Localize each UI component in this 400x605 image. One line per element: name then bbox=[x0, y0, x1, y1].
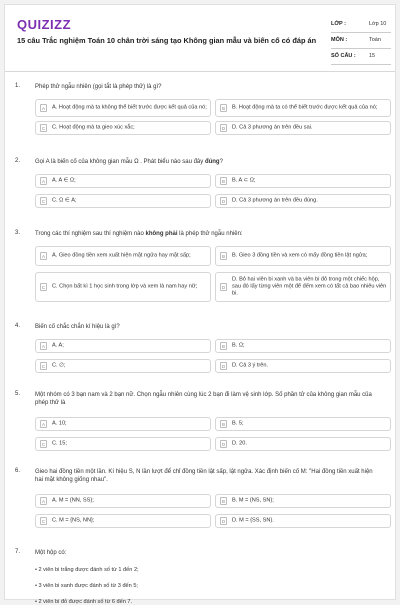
meta-label: MÔN : bbox=[331, 37, 348, 43]
answer-option-c[interactable] bbox=[35, 121, 211, 135]
meta-row-grade bbox=[331, 17, 391, 33]
question-text: Trong các thí nghiệm sau thí nghiệm nào không phải là phép thử ngẫu nhiên: bbox=[35, 231, 243, 237]
option-text: C. Ω ∈ A; bbox=[52, 197, 77, 204]
question-text: Gieo hai đồng tiền một lần. Kí hiệu S, N lần lượt để chỉ đồng tiền lật sấp, lật ngửa. Xác định biến cố M: "Hai đồng tiền xuất hiện hai mặt không giống nhau". bbox=[35, 469, 373, 483]
meta-value: 15 bbox=[369, 53, 376, 59]
quizizz-logo: QUIZIZZ bbox=[17, 17, 72, 32]
answer-option-c[interactable] bbox=[35, 359, 211, 373]
option-letter-box: A bbox=[41, 499, 45, 504]
option-letter-box: D bbox=[221, 442, 226, 447]
question-number: 4. bbox=[15, 323, 21, 329]
option-letter-box: D bbox=[221, 519, 226, 524]
option-letter-box: C bbox=[41, 126, 46, 131]
question-text: Phép thử ngẫu nhiên (gọi tắt là phép thử) là gì? bbox=[35, 84, 162, 90]
option-letter-box: D bbox=[221, 126, 226, 131]
answer-option-b[interactable] bbox=[215, 417, 391, 431]
option-letter-box: A bbox=[41, 254, 45, 259]
option-letter-box: C bbox=[41, 285, 46, 290]
answer-option-b[interactable] bbox=[215, 174, 391, 188]
question-number: 6. bbox=[15, 468, 21, 474]
list-item: • 2 viên bi trắng được đánh số từ 1 đến 2; bbox=[35, 567, 139, 573]
meta-value: Lớp 10 bbox=[369, 21, 387, 27]
option-letter-box: C bbox=[41, 364, 46, 369]
option-text: B. A ⊂ Ω; bbox=[232, 177, 256, 184]
option-text: B. Ω; bbox=[232, 342, 245, 349]
answer-option-b[interactable] bbox=[215, 494, 391, 508]
option-letter-box: B bbox=[221, 499, 225, 504]
answer-option-c[interactable] bbox=[35, 272, 211, 302]
meta-label: LỚP : bbox=[331, 21, 346, 27]
question-text: Biến cố chắc chắn kí hiệu là gì? bbox=[35, 324, 120, 330]
meta-row-count bbox=[331, 49, 391, 65]
answer-option-d[interactable] bbox=[215, 272, 391, 302]
option-text: C. Hoạt động mà ta gieo xúc xắc; bbox=[52, 124, 135, 131]
list-item: • 2 viên bi đỏ được đánh số từ 6 đến 7. bbox=[35, 599, 133, 605]
option-letter-box: C bbox=[41, 519, 46, 524]
question-number: 5. bbox=[15, 391, 21, 397]
option-letter-box: A bbox=[41, 344, 45, 349]
option-letter-box: B bbox=[221, 422, 225, 427]
option-letter-box: D bbox=[221, 285, 226, 290]
option-text: A. M = {NN, SS}; bbox=[52, 497, 94, 504]
option-text: D. Cả 3 phương án trên đều sai. bbox=[232, 124, 313, 131]
option-letter-box: B bbox=[221, 254, 225, 259]
option-text: D. Bỏ hai viên bi xanh và ba viên bi đỏ trong một chiếc hộp, sau đó lấy từng viên một để đếm xem có tất cả bao nhiêu viên bi. bbox=[232, 276, 387, 297]
question-text: Một nhóm có 3 bạn nam và 2 bạn nữ. Chọn ngẫu nhiên cùng lúc 2 bạn đi làm vệ sinh lớp. Số phần tử của không gian mẫu của phép thử là bbox=[35, 392, 372, 406]
option-text: C. 15; bbox=[52, 440, 67, 447]
answer-option-a[interactable] bbox=[35, 339, 211, 353]
option-text: B. M = {NS, SN}; bbox=[232, 497, 274, 504]
question-number: 2. bbox=[15, 158, 21, 164]
worksheet-header bbox=[5, 5, 395, 72]
option-text: B. 5; bbox=[232, 420, 244, 427]
answer-option-c[interactable] bbox=[35, 194, 211, 208]
answer-option-b[interactable] bbox=[215, 246, 391, 266]
worksheet-title: 15 câu Trắc nghiệm Toán 10 chân trời sáng tạo Không gian mẫu và biến cố có đáp án bbox=[17, 36, 317, 45]
worksheet-meta bbox=[331, 17, 391, 65]
option-text: C. M = {NS, NN}; bbox=[52, 517, 95, 524]
option-text: C. Chọn bất kì 1 học sinh trong lớp và xem là nam hay nữ; bbox=[52, 283, 198, 290]
answer-option-b[interactable] bbox=[215, 339, 391, 353]
option-letter-box: C bbox=[41, 199, 46, 204]
answer-option-c[interactable] bbox=[35, 514, 211, 528]
answer-option-a[interactable] bbox=[35, 494, 211, 508]
option-letter-box: C bbox=[41, 442, 46, 447]
answer-option-b[interactable] bbox=[215, 99, 391, 117]
option-text: A. Gieo đồng tiền xem xuất hiện mặt ngửa hay mặt sấp; bbox=[52, 252, 191, 259]
answer-option-d[interactable] bbox=[215, 514, 391, 528]
answer-option-d[interactable] bbox=[215, 437, 391, 451]
list-item: • 3 viên bi xanh được đánh số từ 3 đến 5; bbox=[35, 583, 138, 589]
option-letter-box: B bbox=[221, 179, 225, 184]
option-text: A. A ∈ Ω; bbox=[52, 177, 76, 184]
answer-option-a[interactable] bbox=[35, 174, 211, 188]
option-letter-box: B bbox=[221, 106, 225, 111]
option-text: D. Cả 3 ý trên. bbox=[232, 362, 269, 369]
question-text: Gọi A là biến cố của không gian mẫu Ω . Phát biểu nào sau đây đúng? bbox=[35, 159, 223, 165]
option-text: D. M = {SS, SN}. bbox=[232, 517, 274, 524]
answer-option-a[interactable] bbox=[35, 99, 211, 117]
option-text: D. 20. bbox=[232, 440, 247, 447]
option-text: B. Hoạt động mà ta có thể biết trước được kết quả của nó; bbox=[232, 104, 378, 111]
answer-option-c[interactable] bbox=[35, 437, 211, 451]
answer-option-a[interactable] bbox=[35, 417, 211, 431]
option-text: C. ∅; bbox=[52, 362, 66, 369]
question-number: 3. bbox=[15, 230, 21, 236]
option-letter-box: B bbox=[221, 344, 225, 349]
option-letter-box: A bbox=[41, 179, 45, 184]
option-text: B. Gieo 3 đồng tiền và xem có mấy đồng tiền lật ngửa; bbox=[232, 252, 368, 259]
option-letter-box: D bbox=[221, 364, 226, 369]
answer-option-d[interactable] bbox=[215, 194, 391, 208]
meta-row-subject bbox=[331, 33, 391, 49]
question-text: Một hộp có: bbox=[35, 550, 67, 556]
option-letter-box: A bbox=[41, 422, 45, 427]
meta-value: Toán bbox=[369, 37, 381, 43]
question-number: 7. bbox=[15, 549, 21, 555]
option-text: A. 10; bbox=[52, 420, 67, 427]
option-text: A. A; bbox=[52, 342, 64, 349]
answer-option-a[interactable] bbox=[35, 246, 211, 266]
answer-option-d[interactable] bbox=[215, 121, 391, 135]
worksheet-page bbox=[4, 4, 396, 605]
answer-option-d[interactable] bbox=[215, 359, 391, 373]
option-text: A. Hoạt động mà ta không thể biết trước được kết quả của nó; bbox=[52, 104, 207, 111]
option-text: D. Cả 3 phương án trên đều đúng. bbox=[232, 197, 318, 204]
option-letter-box: A bbox=[41, 106, 45, 111]
meta-label: SỐ CÂU : bbox=[331, 53, 356, 59]
question-number: 1. bbox=[15, 83, 21, 89]
option-letter-box: D bbox=[221, 199, 226, 204]
